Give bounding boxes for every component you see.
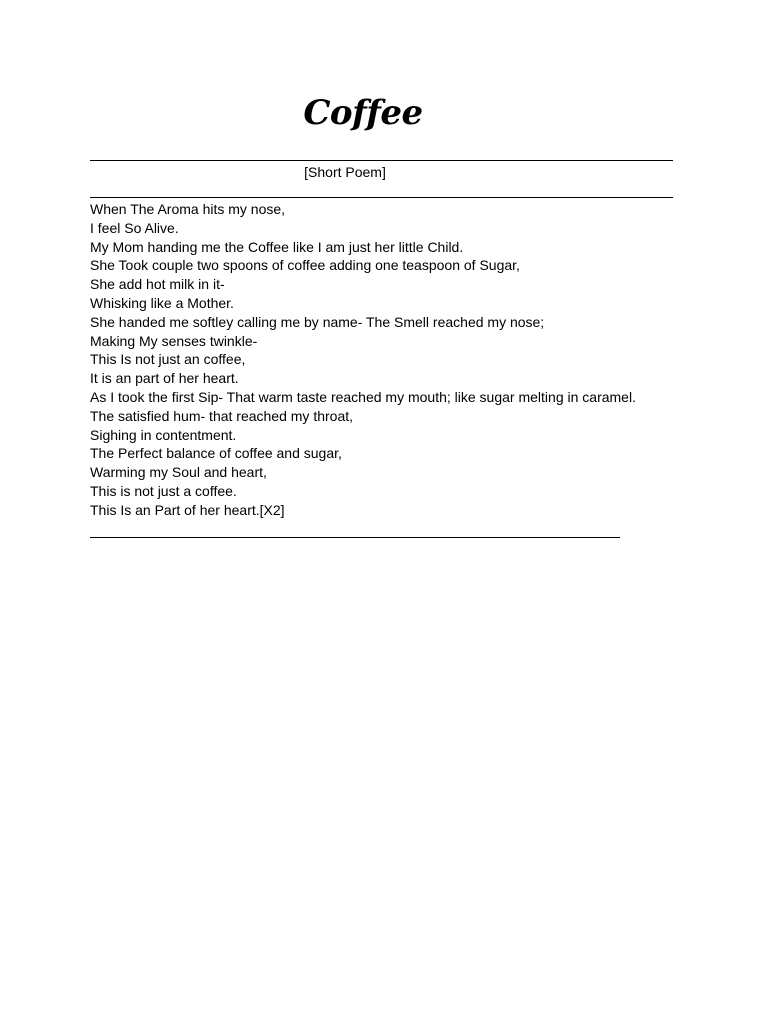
poem-line: This is not just a coffee. [90,482,237,499]
poem-line: My Mom handing me the Coffee like I am just her little Child. [90,238,464,255]
poem-line: She handed me softley calling me by name- The Smell reached my nose; [90,313,545,330]
poem-line: She Took couple two spoons of coffee adding one teaspoon of Sugar, [90,257,520,274]
poem-body [90,200,710,520]
poem-line: I feel So Alive. [90,219,179,236]
poem-subtitle: [Short Poem] [304,164,386,180]
poem-line: It is an part of her heart. [90,370,239,387]
poem-line: She add hot milk in it- [90,276,225,293]
poem-line: Whisking like a Mother. [90,294,234,311]
poem-line: Warming my Soul and heart, [90,464,267,481]
poem-title: Coffee [303,93,423,133]
poem-line: As I took the first Sip- That warm taste reached my mouth; like sugar melting in caramel. [90,388,636,405]
divider-bottom [90,537,620,538]
poem-line: The Perfect balance of coffee and sugar, [90,445,342,462]
divider-middle [90,197,673,198]
poem-line: This Is an Part of her heart.[X2] [90,501,285,518]
poem-line: The satisfied hum- that reached my throat, [90,407,354,424]
poem-line: Sighing in contentment. [90,426,237,443]
poem-line: This Is not just an coffee, [90,351,246,368]
divider-top [90,160,673,161]
poem-line: Making My senses twinkle- [90,332,258,349]
poem-line: When The Aroma hits my nose, [90,201,286,217]
